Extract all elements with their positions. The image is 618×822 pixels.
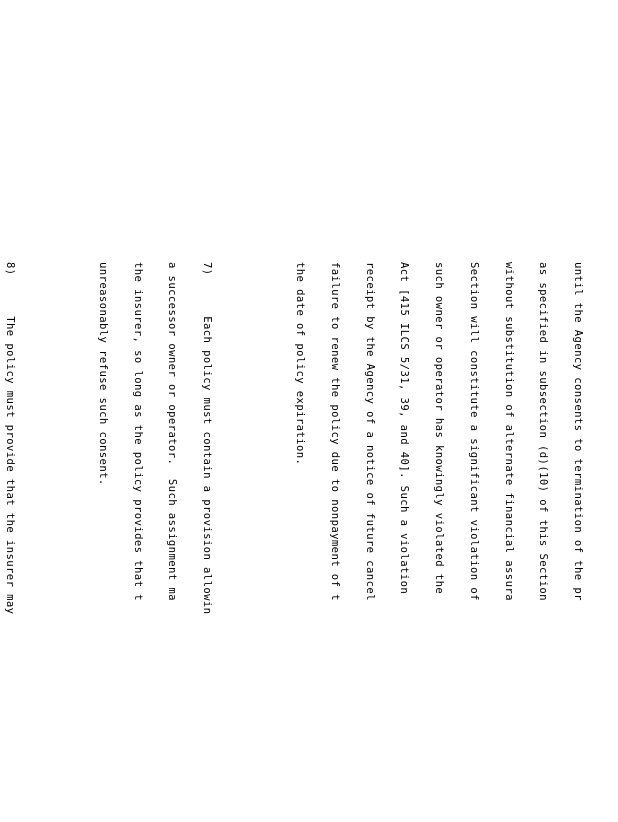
text-line: Act [415 ILCS 5/31, 39, and 40]. Such a violation: [398, 262, 411, 595]
text-line: such owner or operator has knowingly violated the: [433, 262, 446, 595]
text-line: the insurer, so long as the policy provides that t: [131, 262, 144, 601]
text-line: until the Agency consents to termination of the pr: [572, 262, 585, 601]
document-text-block: [4, 262, 618, 822]
text-line: unreasonably refuse such consent.: [96, 262, 109, 486]
text-line: 8) The policy must provide that the insurer may: [4, 262, 17, 615]
text-line: a successor owner or operator. Such assignment ma: [166, 262, 179, 601]
blank-line: [50, 262, 62, 822]
text-line: as specified in subsection (d)(10) of this Section: [537, 262, 550, 601]
text-line: receipt by the Agency of a notice of future cancel: [363, 262, 376, 601]
text-line: 7) Each policy must contain a provision allowin: [201, 262, 214, 615]
text-line: the date of policy expiration.: [293, 262, 306, 466]
rotated-document-page: [4, 262, 618, 822]
text-line: Section will constitute a significant violation of: [467, 262, 480, 601]
text-line: without substitution of alternate financial assura: [502, 262, 515, 601]
text-line: failure to renew the policy due to nonpayment of t: [328, 262, 341, 601]
blank-line: [247, 262, 259, 822]
